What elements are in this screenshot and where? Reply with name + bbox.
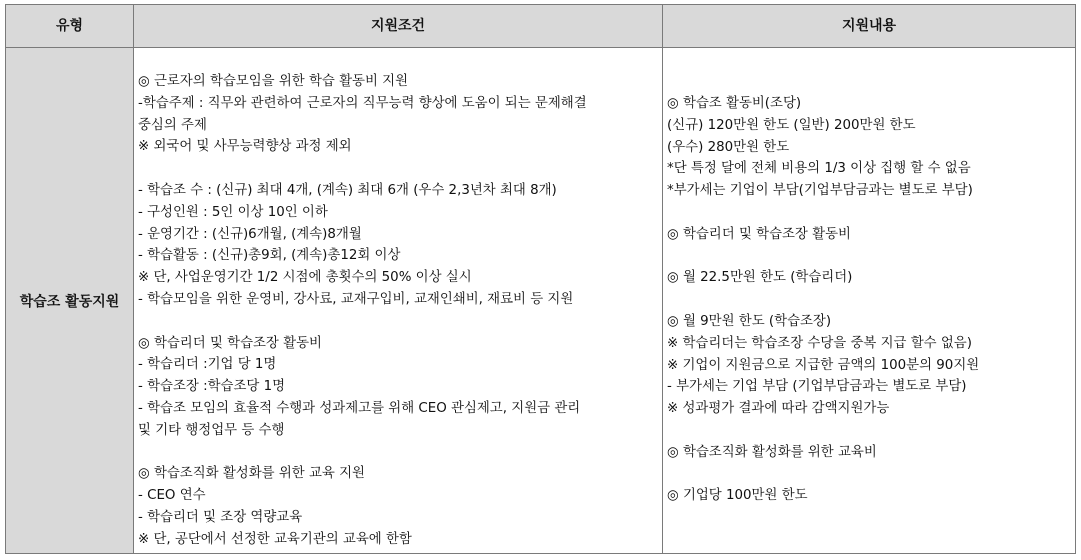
condition-line: - 학습리더 :기업 당 1명 (138, 357, 277, 373)
content-line: ◎ 기업당 100만원 한도 (667, 488, 808, 504)
condition-line: ※ 단, 사업운영기간 1/2 시점에 총횟수의 50% 이상 실시 (138, 270, 472, 286)
condition-line: - 학습리더 및 조장 역량교육 (138, 509, 303, 525)
condition-line: 중심의 주제 (138, 117, 207, 133)
condition-line: -학습주제 : 직무와 관련하여 근로자의 직무능력 향상에 도움이 되는 문제해결 (138, 95, 587, 111)
table-header-row (6, 5, 1075, 48)
condition-line: - 학습조 수 : (신규) 최대 4개, (계속) 최대 6개 (우수 2,3년차 최대 8개) (138, 182, 557, 198)
content-line: ◎ 학습리더 및 학습조장 활동비 (667, 226, 851, 242)
contents-cell (667, 93, 1073, 507)
content-line: ◎ 월 22.5만원 한도 (학습리더) (667, 270, 853, 286)
content-line: *부가세는 기업이 부담(기업부담금과는 별도로 부담) (667, 183, 973, 199)
condition-line: - 운영기간 : (신규)6개월, (계속)8개월 (138, 226, 362, 242)
content-line (667, 420, 1073, 442)
content-line: ◎ 학습조 활동비(조당) (667, 96, 802, 111)
header-conditions: 지원조건 (370, 18, 426, 34)
content-line: - 부가세는 기업 부담 (기업부담금과는 별도로 부담) (667, 379, 967, 395)
type-label: 학습조 활동지원 (19, 293, 120, 310)
condition-line: ※ 단, 공단에서 선정한 교육기관의 교육에 한함 (138, 531, 412, 547)
support-table (5, 4, 1076, 554)
condition-line (138, 311, 660, 333)
header-type: 유형 (55, 18, 84, 34)
content-line (667, 202, 1073, 224)
condition-line: - 학습모임을 위한 운영비, 강사료, 교재구입비, 교재인쇄비, 재료비 등 지원 (138, 291, 574, 307)
condition-line: 및 기타 행정업무 등 수행 (138, 422, 285, 438)
condition-line: - 구성인원 : 5인 이상 10인 이하 (138, 204, 328, 220)
conditions-cell (138, 71, 660, 551)
content-line: ※ 성과평가 결과에 따라 감액지원가능 (667, 401, 890, 417)
condition-line: ◎ 학습조직화 활성화를 위한 교육 지원 (138, 466, 365, 482)
condition-line: ◎ 근로자의 학습모임을 위한 학습 활동비 지원 (138, 74, 409, 89)
condition-line: - 학습활동 : (신규)총9회, (계속)총12회 이상 (138, 248, 401, 264)
condition-line: ◎ 학습리더 및 학습조장 활동비 (138, 335, 322, 351)
type-cell (6, 48, 133, 553)
condition-line: - 학습조 모임의 효율적 수행과 성과제고를 위해 CEO 관심제고, 지원금 관리 (138, 400, 581, 416)
condition-line: - 학습조장 :학습조당 1명 (138, 379, 286, 395)
content-line: *단 특정 달에 전체 비용의 1/3 이상 집행 할 수 없음 (667, 161, 971, 177)
content-line: ※ 학습리더는 학습조장 수당을 중복 지급 할수 없음) (667, 335, 972, 351)
column-divider (133, 5, 134, 553)
content-line (667, 246, 1073, 268)
condition-line: ※ 외국어 및 사무능력향상 과정 제외 (138, 139, 352, 155)
content-line (667, 289, 1073, 311)
column-divider (662, 5, 663, 553)
condition-line (138, 158, 660, 180)
content-line: (신규) 120만원 한도 (일반) 200만원 한도 (667, 117, 916, 133)
content-line: ◎ 학습조직화 활성화를 위한 교육비 (667, 444, 877, 460)
content-line: ◎ 월 9만원 한도 (학습조장) (667, 313, 832, 329)
condition-line: - CEO 연수 (138, 488, 206, 504)
content-line (667, 464, 1073, 486)
condition-line (138, 442, 660, 464)
content-line: ※ 기업이 지원금으로 지급한 금액의 100분의 90지원 (667, 357, 980, 373)
header-contents: 지원내용 (841, 18, 897, 34)
content-line: (우수) 280만원 한도 (667, 139, 790, 155)
